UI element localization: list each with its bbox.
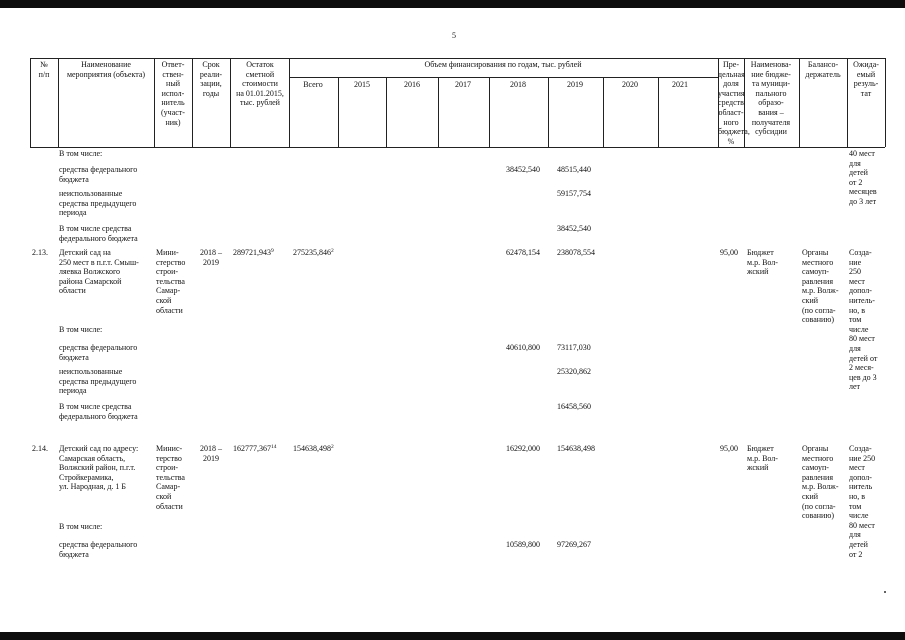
header-share: доля bbox=[723, 79, 739, 89]
expected-result: но, в bbox=[849, 492, 866, 501]
header-budget: получателя bbox=[751, 117, 791, 127]
header-year: 2019 bbox=[567, 80, 583, 89]
header-holder: держатель bbox=[805, 69, 841, 79]
total-financing-value: 154638,498 bbox=[293, 444, 331, 453]
expected-result: 80 мест bbox=[849, 520, 875, 530]
federal-2018-value: 38452,540 bbox=[506, 165, 540, 174]
row-number: 2.14. bbox=[32, 444, 48, 453]
header-responsible: нитель bbox=[161, 98, 185, 108]
expected-result: от 2 bbox=[849, 177, 863, 187]
header-share: област- bbox=[718, 108, 744, 117]
recipient-budget: Бюджет bbox=[747, 444, 774, 453]
header-volume: Объем финансирования по годам, тыс. рублей bbox=[424, 60, 582, 69]
header-responsible: Ответ- bbox=[161, 60, 185, 69]
responsible-executor: области bbox=[156, 305, 183, 315]
object-name: 250 мест в п.г.т. Смыш- bbox=[59, 257, 139, 267]
table-top-rule bbox=[30, 58, 885, 59]
balance-holder: Органы bbox=[802, 444, 829, 453]
expected-result: мест bbox=[849, 463, 865, 473]
implementation-term: 2019 bbox=[203, 453, 219, 463]
financing-2018: 16292,000 bbox=[506, 444, 540, 453]
year-col-rule bbox=[603, 77, 604, 147]
top-scan-border bbox=[0, 0, 905, 8]
header-year: 2016 bbox=[404, 80, 420, 89]
expected-result: числе bbox=[849, 511, 869, 521]
header-term: годы bbox=[202, 88, 220, 98]
regional-share: 95,00 bbox=[720, 248, 738, 257]
object-name: ляевка Волжского bbox=[59, 267, 121, 277]
federal-2019-value: 48515,440 bbox=[557, 165, 591, 174]
remaining-cost bbox=[233, 444, 277, 454]
year-col-rule bbox=[548, 77, 549, 147]
recipient-budget: жский bbox=[747, 463, 769, 473]
header-result: тат bbox=[860, 88, 872, 98]
header-responsible: ствен- bbox=[162, 69, 184, 79]
incl-federal-label: федерального бюджета bbox=[59, 411, 138, 421]
header-share: средств bbox=[718, 98, 744, 108]
header-share: ного bbox=[723, 117, 739, 127]
scan-speck bbox=[884, 591, 886, 593]
federal-funds-label: средства федерального bbox=[59, 343, 138, 352]
object-name: ул. Народная, д. 1 Б bbox=[59, 482, 126, 492]
object-name: Самарская область, bbox=[59, 453, 126, 463]
header-result: Ожида- bbox=[853, 60, 879, 69]
federal-2018-value: 10589,800 bbox=[506, 540, 540, 549]
header-col-rule bbox=[289, 58, 290, 147]
responsible-executor: Самар- bbox=[156, 286, 181, 296]
expected-result: для bbox=[849, 158, 861, 168]
federal-funds-label: бюджета bbox=[59, 352, 89, 362]
object-name: Детский сад на bbox=[59, 248, 111, 257]
expected-result: Созда- bbox=[849, 248, 872, 257]
expected-result: детей bbox=[849, 168, 868, 178]
balance-holder: (по согла- bbox=[802, 501, 836, 511]
responsible-executor: Минис- bbox=[156, 444, 183, 453]
responsible-executor: строи- bbox=[156, 267, 179, 277]
recipient-budget: Бюджет bbox=[747, 248, 774, 257]
balance-holder: самоуп- bbox=[802, 463, 829, 473]
years-header-rule bbox=[289, 77, 718, 78]
federal-2019-value: 97269,267 bbox=[557, 540, 591, 549]
balance-holder: равления bbox=[802, 276, 834, 286]
header-budget: та муници- bbox=[752, 79, 790, 89]
incl-federal-2019-value: 16458,560 bbox=[557, 402, 591, 411]
header-year: 2018 bbox=[510, 80, 526, 89]
total-financing-value: 275235,846 bbox=[293, 248, 331, 257]
federal-funds-label: бюджета bbox=[59, 549, 89, 559]
incl-federal-label: В том числе средства bbox=[59, 224, 132, 233]
header-term: Срок bbox=[202, 60, 220, 69]
implementation-term: 2018 – bbox=[200, 444, 222, 453]
header-name: мероприятия (объекта) bbox=[66, 69, 146, 79]
object-name: области bbox=[59, 286, 86, 296]
balance-holder: ский bbox=[802, 296, 818, 305]
unused-2019-value: 25320,862 bbox=[557, 367, 591, 376]
responsible-executor: ской bbox=[156, 296, 172, 305]
expected-result: нитель bbox=[849, 482, 873, 492]
header-budget: пального bbox=[755, 88, 787, 98]
header-bottom-rule bbox=[30, 147, 885, 148]
remaining-cost-footnote: 14 bbox=[271, 444, 277, 450]
unused-funds-label: неиспользованные bbox=[59, 189, 123, 198]
remaining-cost-value: 289721,943 bbox=[233, 248, 271, 257]
header-year: 2017 bbox=[455, 80, 471, 89]
expected-result: месяцев bbox=[849, 187, 877, 197]
remaining-cost-footnote: 9 bbox=[271, 248, 274, 254]
balance-holder: сованию) bbox=[802, 511, 834, 521]
header-budget: Наименова- bbox=[750, 60, 792, 69]
object-name: Стройкерамика, bbox=[59, 472, 114, 482]
expected-result: детей от bbox=[849, 353, 878, 363]
object-name: Детский сад по адресу: bbox=[59, 444, 139, 453]
recipient-budget: м.р. Вол- bbox=[747, 257, 778, 267]
in-total-label: В том числе: bbox=[59, 325, 103, 334]
header-share: бюджета, bbox=[718, 127, 750, 137]
header-year: 2020 bbox=[622, 80, 638, 89]
responsible-executor: стерство bbox=[156, 257, 186, 267]
responsible-executor: Мини- bbox=[156, 248, 179, 257]
remaining-cost-value: 162777,367 bbox=[233, 444, 271, 453]
header-num: № bbox=[40, 60, 48, 69]
header-share: Пре- bbox=[723, 60, 739, 69]
unused-funds-label: неиспользованные bbox=[59, 367, 123, 376]
header-responsible: ник) bbox=[165, 117, 181, 127]
header-share: участия bbox=[718, 88, 745, 98]
responsible-executor: терство bbox=[156, 453, 182, 463]
responsible-executor: Самар- bbox=[156, 482, 181, 492]
header-total: Всего bbox=[303, 80, 323, 89]
expected-result: детей bbox=[849, 540, 868, 549]
recipient-budget: жский bbox=[747, 267, 769, 277]
year-col-rule bbox=[489, 77, 490, 147]
in-total-label: В том числе: bbox=[59, 149, 103, 158]
header-term: реали- bbox=[199, 69, 223, 79]
header-share: дельная bbox=[718, 69, 745, 79]
recipient-budget: м.р. Вол- bbox=[747, 453, 778, 463]
responsible-executor: строи- bbox=[156, 463, 179, 473]
federal-2018-value: 40610,800 bbox=[506, 343, 540, 352]
balance-holder: сованию) bbox=[802, 315, 834, 325]
header-responsible: (участ- bbox=[161, 108, 185, 117]
header-responsible: испол- bbox=[161, 88, 185, 98]
header-budget: образо- bbox=[758, 98, 784, 108]
responsible-executor: ской bbox=[156, 492, 172, 501]
expected-result: числе bbox=[849, 324, 869, 334]
header-rest-cost: тыс. рублей bbox=[240, 98, 280, 108]
balance-holder: м.р. Волж- bbox=[802, 286, 839, 296]
expected-result: ние 250 bbox=[849, 453, 876, 463]
unused-2019-value: 59157,754 bbox=[557, 189, 591, 198]
responsible-executor: тельства bbox=[156, 472, 185, 482]
expected-result: для bbox=[849, 344, 861, 353]
responsible-executor: области bbox=[156, 501, 183, 511]
federal-2019-value: 73117,030 bbox=[557, 343, 591, 352]
balance-holder: Органы bbox=[802, 248, 829, 257]
federal-funds-label: бюджета bbox=[59, 174, 89, 184]
incl-federal-2019-value: 38452,540 bbox=[557, 224, 591, 233]
header-result: резуль- bbox=[853, 79, 879, 89]
expected-result: допол- bbox=[849, 286, 872, 296]
expected-result: допол- bbox=[849, 472, 872, 482]
total-financing-footnote: 2 bbox=[331, 444, 334, 450]
implementation-term: 2018 – bbox=[200, 248, 222, 257]
header-num: п/п bbox=[38, 69, 50, 79]
expected-result: цев до 3 bbox=[849, 372, 877, 382]
header-rest-cost: на 01.01.2015, bbox=[236, 88, 284, 98]
financing-2019: 238078,554 bbox=[557, 248, 595, 257]
bottom-scan-border bbox=[0, 632, 905, 640]
expected-result: лет bbox=[849, 382, 861, 392]
expected-result: но, в bbox=[849, 305, 866, 315]
balance-holder: равления bbox=[802, 472, 834, 482]
federal-funds-label: средства федерального bbox=[59, 540, 138, 549]
header-rest-cost: сметной bbox=[245, 69, 275, 79]
unused-funds-label: периода bbox=[59, 386, 87, 396]
header-year: 2015 bbox=[354, 80, 370, 89]
object-name: района Самарской bbox=[59, 276, 122, 286]
balance-holder: (по согла- bbox=[802, 305, 836, 315]
header-term: зации, bbox=[200, 79, 222, 89]
remaining-cost bbox=[233, 248, 274, 258]
header-share: % bbox=[727, 136, 735, 146]
total-financing-footnote: 2 bbox=[331, 248, 334, 254]
balance-holder: местного bbox=[802, 453, 834, 463]
header-holder: Балансо- bbox=[807, 60, 839, 69]
balance-holder: самоуп- bbox=[802, 267, 829, 277]
expected-result: том bbox=[849, 315, 862, 325]
object-name: Волжский район, п.г.т. bbox=[59, 463, 136, 473]
expected-result: нитель- bbox=[849, 296, 875, 305]
page-number: 5 bbox=[452, 31, 456, 40]
responsible-executor: тельства bbox=[156, 276, 185, 286]
expected-result: от 2 bbox=[849, 549, 863, 559]
header-col-rule bbox=[885, 58, 886, 147]
header-budget: субсидии bbox=[755, 127, 787, 137]
header-rest-cost: Остаток bbox=[246, 60, 274, 69]
header-budget: вания – bbox=[758, 108, 784, 117]
balance-holder: ский bbox=[802, 492, 818, 501]
expected-result: 2 меся- bbox=[849, 363, 874, 373]
total-financing bbox=[293, 248, 334, 258]
expected-result: мест bbox=[849, 276, 865, 286]
header-rest-cost: стоимости bbox=[242, 79, 278, 89]
expected-result: 80 мест bbox=[849, 334, 875, 344]
expected-result: до 3 лет bbox=[849, 197, 877, 206]
regional-share: 95,00 bbox=[720, 444, 738, 453]
expected-result: Созда- bbox=[849, 444, 872, 453]
incl-federal-label: федерального бюджета bbox=[59, 233, 138, 243]
balance-holder: м.р. Волж- bbox=[802, 482, 839, 492]
header-name: Наименование bbox=[81, 60, 131, 69]
expected-result: для bbox=[849, 530, 861, 540]
expected-result: 250 bbox=[849, 267, 861, 277]
incl-federal-label: В том числе средства bbox=[59, 402, 132, 411]
unused-funds-label: периода bbox=[59, 208, 87, 218]
expected-result: ние bbox=[849, 257, 862, 267]
in-total-label: В том числе: bbox=[59, 522, 103, 531]
header-result: емый bbox=[856, 69, 876, 79]
expected-result: том bbox=[849, 501, 862, 511]
header-responsible: ный bbox=[166, 79, 180, 89]
row-number: 2.13. bbox=[32, 248, 48, 257]
balance-holder: местного bbox=[802, 257, 834, 267]
unused-funds-label: средства предыдущего bbox=[59, 376, 137, 386]
header-year: 2021 bbox=[672, 80, 688, 89]
financing-2019: 154638,498 bbox=[557, 444, 595, 453]
implementation-term: 2019 bbox=[203, 257, 219, 267]
financing-2018: 62478,154 bbox=[506, 248, 540, 257]
total-financing bbox=[293, 444, 334, 454]
header-budget: ние бюдже- bbox=[751, 69, 791, 79]
unused-funds-label: средства предыдущего bbox=[59, 198, 137, 208]
expected-result: 40 мест bbox=[849, 149, 875, 158]
federal-funds-label: средства федерального bbox=[59, 165, 138, 174]
